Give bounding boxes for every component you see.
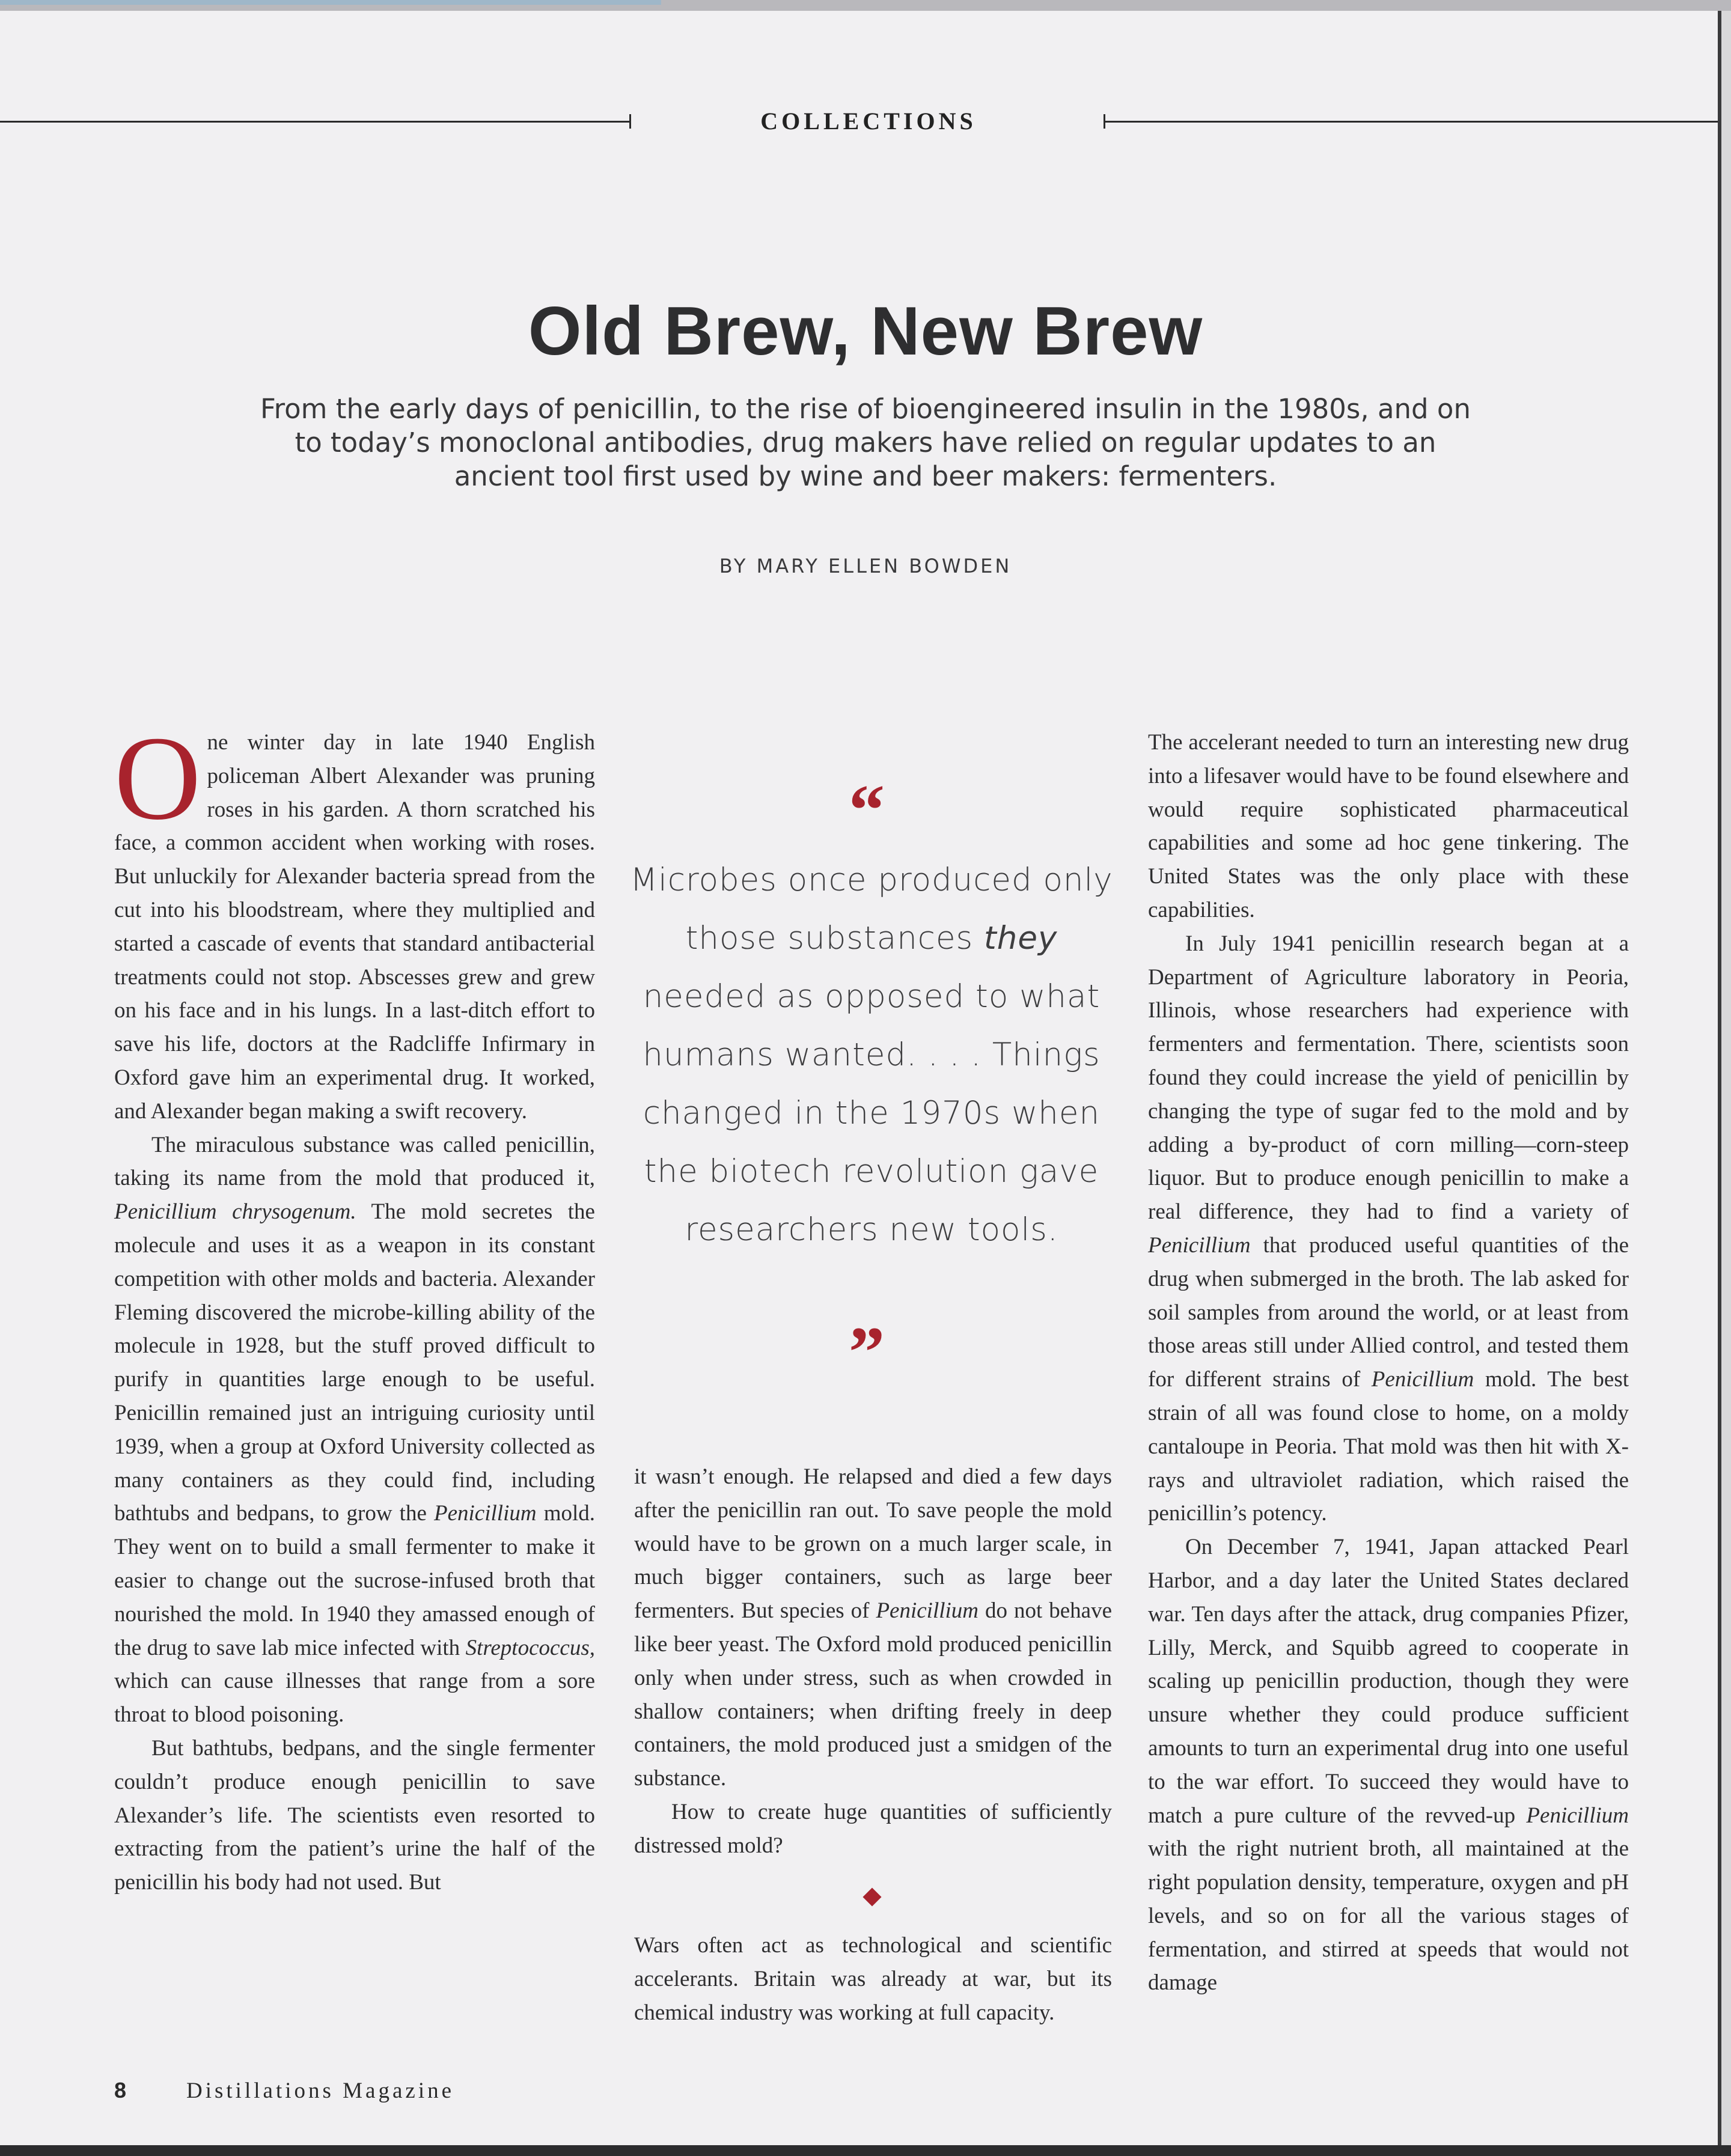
paragraph <box>1148 1530 1629 2000</box>
header-rule-tick <box>629 114 631 129</box>
paragraph-text: which can cause illnesses that range from a sore throat to blood poisoning. <box>114 1669 595 1728</box>
paragraph-text: it wasn’t enough. He relapsed and died a few days after the penicillin ran out. To save people the mold would have to be grown on a much larger scale, in much bigger containers, such as large beer fermenters. But species of <box>634 1464 1112 1624</box>
article-title: Old Brew, New Brew <box>528 293 1203 370</box>
pullquote-close-mark: ” <box>849 1312 885 1392</box>
body-column-2 <box>634 1460 1112 1863</box>
paragraph: Wars often act as technological and scientific accelerants. Britain was already at war, but its chemical industry was working at full capacity. <box>634 1933 1112 2025</box>
paragraph-text: with the right nutrient broth, all maintained at the right population density, temperature, oxygen and pH levels, and so on for all the various stages of fermentation, and stirred at speeds that would not damage <box>1148 1836 1629 1996</box>
pullquote <box>625 851 1118 1259</box>
paragraph-text: On December 7, 1941, Japan attacked Pearl Harbor, and a day later the United States declared war. Ten days after the attack, drug companies Pfizer, Lilly, Merck, and Squibb agreed to cooperate in scaling up penicillin production, though they were unsure whether they could produce sufficient amounts to turn an experimental drug into one useful to the war effort. To succeed they would have to match a pure culture of the revved-up <box>1148 1535 1629 1828</box>
page-number: 8 <box>114 2078 127 2103</box>
scan-top-edge <box>0 0 1731 11</box>
header-rule-left <box>0 121 631 123</box>
paragraph-text: mold. The best strain of all was found close to home, on a moldy cantaloupe in Peoria. That mold was then hit with X-rays and ultraviolet radiation, which raised the penicillin’s potency. <box>1148 1367 1629 1526</box>
paragraph <box>634 1460 1112 1795</box>
genus-name: Penicillium <box>1371 1367 1474 1392</box>
drop-cap: O <box>114 712 201 845</box>
paragraph-text: mold. They went on to build a small fermenter to make it easier to change out the sucrose-infused broth that nourished the mold. In 1940 they amassed enough of the drug to save lab mice infected with <box>114 1501 595 1660</box>
genus-name: Streptococcus, <box>465 1635 595 1660</box>
pullquote-text: Microbes once produced only those substances <box>630 862 1113 957</box>
body-column-1 <box>114 712 595 1899</box>
magazine-page <box>0 11 1721 2145</box>
genus-name: Penicillium <box>434 1501 537 1526</box>
body-column-2-continued <box>634 1929 1112 2029</box>
scan-bottom-edge <box>0 2145 1731 2156</box>
section-break-diamond-icon <box>862 1887 881 1906</box>
paragraph <box>114 712 595 1128</box>
magazine-name: Distillations Magazine <box>186 2078 455 2103</box>
paragraph: How to create huge quantities of sufficiently distressed mold? <box>634 1799 1112 1858</box>
paragraph: The accelerant needed to turn an interesting new drug into a lifesaver would have to be found elsewhere and would require sophisticated pharmaceutical capabilities and some ad hoc gene tinkering. The United States was the only place with these capabilities. <box>1148 730 1629 922</box>
pullquote-emphasis: they <box>984 920 1058 957</box>
paragraph: But bathtubs, bedpans, and the single fermenter couldn’t produce enough penicillin to save Alexander’s life. The scientists even resorted to extracting from the patient’s urine the half of the penicillin his body had not used. But <box>114 1735 595 1895</box>
section-label: COLLECTIONS <box>760 108 977 135</box>
genus-name: Penicillium <box>876 1598 979 1624</box>
paragraph <box>114 1128 595 1732</box>
paragraph-text: The mold secretes the molecule and uses it as a weapon in its constant competition with other molds and bacteria. Alexander Fleming discovered the microbe-killing ability of the molecule in 1928, but the stuff proved difficult to purify in quantities large enough to be useful. Penicillin remained just an intriguing curiosity until 1939, when a group at Oxford University collected as many containers as they could find, including bathtubs and bedpans, to grow the <box>114 1199 595 1526</box>
paragraph-text: do not behave like beer yeast. The Oxford mold produced penicillin only when under stress, such as when crowded in shallow containers; when drifting freely in deep containers, the mold produced just a smidgen of the substance. <box>634 1598 1112 1791</box>
paragraph-text: ne winter day in late 1940 English policeman Albert Alexander was pruning roses in his garden. A thorn scratched his face, a common accident when working with roses. But unluckily for Alexander bacteria spread from the cut into his bloodstream, where they multiplied and started a cascade of events that standard antibacterial treatments could not stop. Abscesses grew and grew on his face and in his lungs. In a last-ditch effort to save his life, doctors at the Radcliffe Infirmary in Oxford gave him an experimental drug. It worked, and Alexander began making a swift recovery. <box>114 730 595 1124</box>
paragraph-text: that produced useful quantities of the drug when submerged in the broth. The lab asked for soil samples from around the world, or at least from those areas still under Allied control, and tested them for different strains of <box>1148 1232 1629 1392</box>
paragraph-text: The miraculous substance was called penicillin, taking its name from the mold that produced it, <box>114 1132 595 1191</box>
pullquote-open-mark: “ <box>849 770 885 850</box>
article-deck: From the early days of penicillin, to the rise of bioengineered insulin in the 1980s, and on to today’s monoclonal antibodies, drug makers have relied on regular updates to an ancient tool first used by wine and beer makers: fermenters. <box>260 393 1471 492</box>
paragraph <box>1148 927 1629 1530</box>
pullquote-text: needed as opposed to what humans wanted. . . . Things changed in the 1970s when the biotech revolution gave researchers new tools. <box>643 978 1101 1248</box>
species-name: Penicillium chrysogenum. <box>114 1199 356 1225</box>
paragraph-text: In July 1941 penicillin research began at a Department of Agriculture laboratory in Peoria, Illinois, whose researchers had experience with fermenters and fermentation. There, scientists soon found they could increase the yield of penicillin by changing the type of sugar fed to the mold and by adding a by-product of corn milling—corn-steep liquor. But to produce enough penicillin to make a real difference, they had to find a variety of <box>1148 931 1629 1225</box>
article-byline: BY MARY ELLEN BOWDEN <box>719 555 1012 577</box>
body-column-3 <box>1148 726 1629 2000</box>
genus-name: Penicillium <box>1526 1803 1629 1828</box>
header-rule-right <box>1104 121 1718 123</box>
genus-name: Penicillium <box>1148 1232 1251 1258</box>
